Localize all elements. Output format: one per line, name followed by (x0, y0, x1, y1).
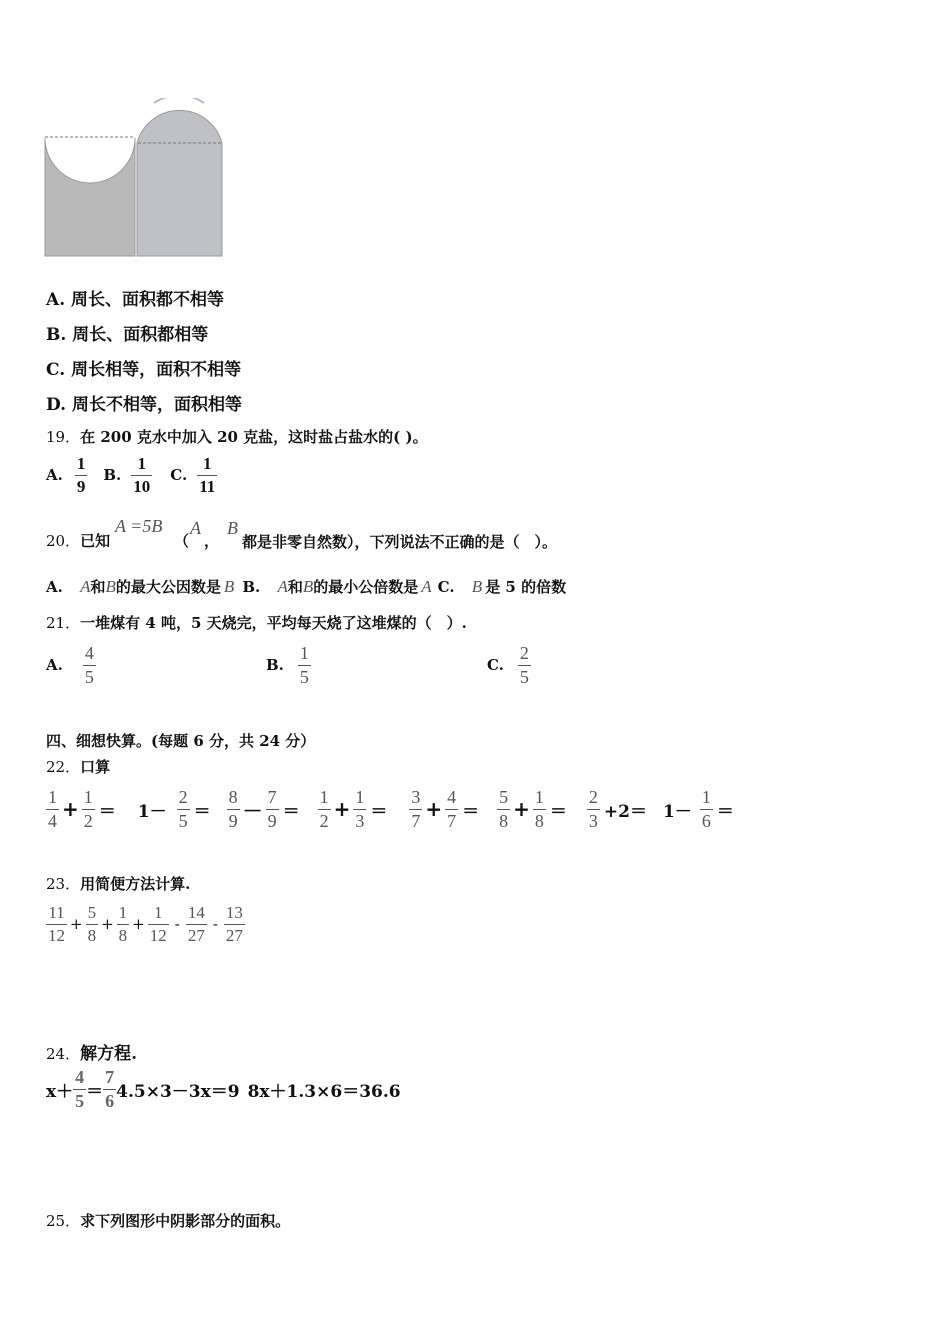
equals: ＝ (98, 801, 116, 822)
option-letter: B. (266, 656, 284, 675)
q19-option-a[interactable] (46, 455, 87, 496)
q24-equations (46, 1068, 401, 1111)
numerator: 1 (48, 787, 57, 807)
fraction-bar (46, 809, 59, 810)
left-shape-semicircle-cut (45, 138, 135, 256)
question-number: 23． (46, 875, 81, 893)
q20-option-b[interactable] (242, 576, 431, 597)
fraction (224, 904, 245, 945)
suffix: +2＝ (603, 801, 647, 822)
fraction (117, 904, 130, 945)
fraction (518, 644, 531, 687)
fraction-bar (298, 665, 311, 666)
option-letter: D. (46, 395, 67, 415)
equation-1-prefix: x＋ (46, 1081, 74, 1102)
prefix: 1－ (137, 801, 167, 822)
denominator: 7 (447, 810, 457, 831)
fraction-bar (445, 809, 458, 810)
numerator: 1 (118, 903, 128, 922)
operator: + (62, 797, 79, 822)
q18-figure (44, 98, 226, 258)
fraction-bar (353, 809, 366, 810)
denominator: 7 (411, 810, 421, 831)
equals: ＝ (370, 801, 388, 822)
q19-option-b[interactable] (103, 455, 152, 496)
q20-var-a: A (190, 518, 201, 538)
denominator: 5 (84, 666, 94, 687)
fraction-bar (186, 924, 207, 925)
question-text: 用简便方法计算. (80, 875, 191, 893)
equals: ＝ (462, 801, 480, 822)
numerator: 1 (355, 787, 365, 807)
var: A (277, 577, 288, 596)
numerator: 5 (87, 903, 97, 922)
numerator: 2 (178, 787, 188, 807)
fraction (46, 788, 59, 831)
option-letter: A. (46, 656, 63, 675)
q20-paren: （ (174, 532, 190, 550)
numerator: 7 (267, 787, 277, 807)
q19-options (46, 455, 217, 496)
q21-option-b[interactable] (266, 644, 311, 687)
denominator: 8 (118, 925, 128, 945)
fraction-bar (700, 809, 713, 810)
fraction (700, 788, 713, 831)
option-text: 周长、面积都不相等 (71, 290, 225, 310)
q21-option-a[interactable] (46, 644, 96, 687)
numerator: 5 (499, 787, 509, 807)
fraction-bar (533, 809, 546, 810)
fraction (533, 788, 546, 831)
denominator: 27 (187, 925, 205, 945)
q19-question (46, 426, 428, 447)
operator: - (212, 915, 218, 934)
fraction-bar (197, 475, 217, 476)
numerator: 8 (228, 787, 238, 807)
fraction-bar (75, 475, 88, 476)
question-number: 20． (46, 532, 81, 550)
numerator: 1 (202, 454, 212, 473)
fraction (46, 904, 67, 945)
option-letter: B. (103, 466, 122, 485)
fraction (186, 904, 207, 945)
numerator: 2 (519, 643, 529, 663)
equals: ＝ (86, 1081, 104, 1102)
fraction (497, 788, 510, 831)
denominator: 4 (48, 810, 57, 831)
var: B (105, 577, 116, 596)
q20-equation: A =5B (115, 516, 163, 536)
var: A (421, 577, 432, 596)
denominator: 5 (299, 666, 309, 687)
fraction (177, 788, 190, 831)
cap-arc-highlight (154, 98, 204, 103)
fraction (148, 904, 169, 945)
numerator: 1 (153, 903, 163, 922)
denominator: 10 (133, 476, 151, 496)
fraction-bar (131, 475, 152, 476)
option-letter: B. (242, 578, 261, 596)
fraction-bar (587, 809, 600, 810)
option-text: 和 (287, 578, 303, 596)
fraction (227, 788, 240, 831)
numerator: 2 (588, 787, 598, 807)
fraction-bar (318, 809, 331, 810)
numerator: 4 (75, 1067, 85, 1087)
q18-option-d[interactable] (46, 390, 242, 415)
denominator: 9 (228, 810, 238, 831)
operator: + (425, 797, 443, 822)
q18-option-a[interactable] (46, 285, 224, 310)
option-text: 的最大公因数是 (115, 578, 221, 596)
numerator: 14 (187, 903, 205, 922)
fraction (445, 788, 458, 831)
q24-question (46, 1039, 137, 1064)
equals: ＝ (193, 801, 211, 822)
equals: ＝ (716, 801, 734, 822)
denominator: 3 (588, 810, 598, 831)
fraction (103, 1068, 116, 1111)
option-letter: C. (170, 466, 188, 485)
q25-question (46, 1210, 290, 1231)
numerator: 1 (83, 787, 93, 807)
fraction-bar (117, 924, 130, 925)
numerator: 1 (76, 454, 86, 473)
fraction (73, 1068, 86, 1111)
option-text: 和 (90, 578, 106, 596)
fraction-bar (497, 809, 510, 810)
q18-option-c[interactable] (46, 355, 241, 380)
fraction (318, 788, 331, 831)
fraction-bar (86, 924, 99, 925)
numerator: 1 (534, 787, 544, 807)
denominator: 6 (701, 810, 711, 831)
numerator: 11 (48, 903, 65, 922)
denominator: 2 (319, 810, 329, 831)
question-text: 口算 (80, 758, 111, 776)
denominator: 3 (355, 810, 365, 831)
q21-option-c[interactable] (487, 644, 531, 687)
fraction-bar (177, 809, 190, 810)
equals: ＝ (282, 801, 300, 822)
numerator: 4 (447, 787, 457, 807)
var: B (223, 577, 235, 596)
fraction-bar (103, 1089, 116, 1090)
option-letter: A. (46, 290, 66, 310)
denominator: 2 (83, 810, 93, 831)
question-text: 求下列图形中阴影部分的面积。 (80, 1212, 291, 1230)
fraction-bar (224, 924, 245, 925)
fraction-bar (83, 665, 96, 666)
fraction-bar (82, 809, 95, 810)
fraction (131, 455, 152, 496)
question-number: 21． (46, 614, 81, 632)
option-text: 的最小公倍数是 (313, 578, 419, 596)
denominator: 6 (105, 1090, 115, 1111)
denominator: 8 (87, 925, 97, 945)
option-letter: B. (46, 325, 67, 345)
question-text: 在 200 克水中加入 20 克盐，这时盐占盐水的( )。 (80, 428, 428, 446)
option-letter: C. (487, 656, 504, 675)
operator: + (132, 915, 145, 934)
option-letter: A. (46, 466, 63, 485)
fraction (83, 644, 96, 687)
option-letter: A. (46, 578, 63, 596)
numerator: 7 (105, 1067, 115, 1087)
q23-expression (46, 904, 245, 945)
question-text: 解方程. (80, 1044, 138, 1064)
question-number: 22． (46, 758, 81, 776)
q20-question (46, 530, 110, 551)
q21-question (46, 612, 467, 633)
q23-question (46, 873, 190, 894)
q20-var-b: B (227, 518, 238, 538)
fraction (86, 904, 99, 945)
right-shape-semicircle-cap (137, 110, 222, 256)
denominator: 5 (519, 666, 529, 687)
q20-option-a[interactable] (46, 576, 234, 597)
denominator: 9 (267, 810, 277, 831)
fraction (197, 455, 217, 496)
question-text-prefix: 已知 (80, 532, 111, 550)
operator: + (513, 797, 530, 822)
fraction-bar (46, 924, 67, 925)
var: B (471, 577, 483, 596)
fraction (298, 644, 311, 687)
question-number: 25． (46, 1212, 81, 1230)
question-number: 19． (46, 428, 81, 446)
denominator: 11 (199, 476, 216, 496)
fraction-bar (518, 665, 531, 666)
numerator: 1 (137, 454, 147, 473)
fraction (409, 788, 422, 831)
denominator: 27 (225, 925, 243, 945)
fraction-bar (73, 1089, 86, 1090)
q20-option-c[interactable] (438, 576, 566, 597)
fraction-bar (148, 924, 169, 925)
fraction (266, 788, 279, 831)
numerator: 3 (411, 787, 421, 807)
var: A (80, 577, 91, 596)
option-text: 周长、面积都相等 (72, 325, 209, 345)
fraction-bar (409, 809, 422, 810)
equation-2: 4.5×3－3x＝9 (116, 1081, 240, 1102)
q22-oral-calc-row (46, 788, 734, 831)
denominator: 12 (149, 925, 167, 945)
equals: ＝ (549, 801, 567, 822)
equation-3: 8x＋1.3×6＝36.6 (247, 1081, 401, 1102)
numerator: 4 (84, 643, 94, 663)
numerator: 1 (299, 643, 309, 663)
option-text: 周长不相等，面积相等 (71, 395, 242, 415)
section-title: 四、细想快算。(每题 6 分，共 24 分） (46, 732, 316, 750)
prefix: 1－ (662, 801, 692, 822)
q22-question (46, 756, 110, 777)
var: B (302, 577, 314, 596)
option-text: 是 5 的倍数 (485, 578, 567, 596)
denominator: 8 (534, 810, 544, 831)
operator: + (101, 915, 114, 934)
fraction (587, 788, 600, 831)
numerator: 1 (701, 787, 711, 807)
fraction-bar (266, 809, 279, 810)
numerator: 1 (319, 787, 329, 807)
q19-option-c[interactable] (170, 455, 217, 496)
q20-text-suffix: 都是非零自然数），下列说法不正确的是（ ）。 (242, 533, 558, 551)
option-letter: C. (437, 578, 455, 596)
operator: + (70, 915, 83, 934)
fraction (75, 455, 88, 496)
numerator: 13 (225, 903, 243, 922)
operator: － (242, 798, 263, 823)
denominator: 5 (75, 1090, 85, 1111)
operator: - (174, 915, 180, 934)
option-letter: C. (46, 360, 66, 380)
fraction (82, 788, 95, 831)
q20-comma: ， (204, 532, 220, 550)
denominator: 9 (76, 476, 86, 496)
fraction-bar (227, 809, 240, 810)
question-text: 一堆煤有 4 吨，5 天烧完，平均每天烧了这堆煤的（ ）. (80, 614, 467, 632)
q18-option-b[interactable] (46, 320, 208, 345)
question-number: 24． (46, 1045, 81, 1063)
option-text: 周长相等，面积不相等 (71, 360, 242, 380)
denominator: 5 (178, 810, 188, 831)
denominator: 12 (48, 925, 65, 945)
operator: + (333, 797, 351, 822)
q20-options (46, 576, 566, 597)
fraction (353, 788, 366, 831)
denominator: 8 (499, 810, 509, 831)
